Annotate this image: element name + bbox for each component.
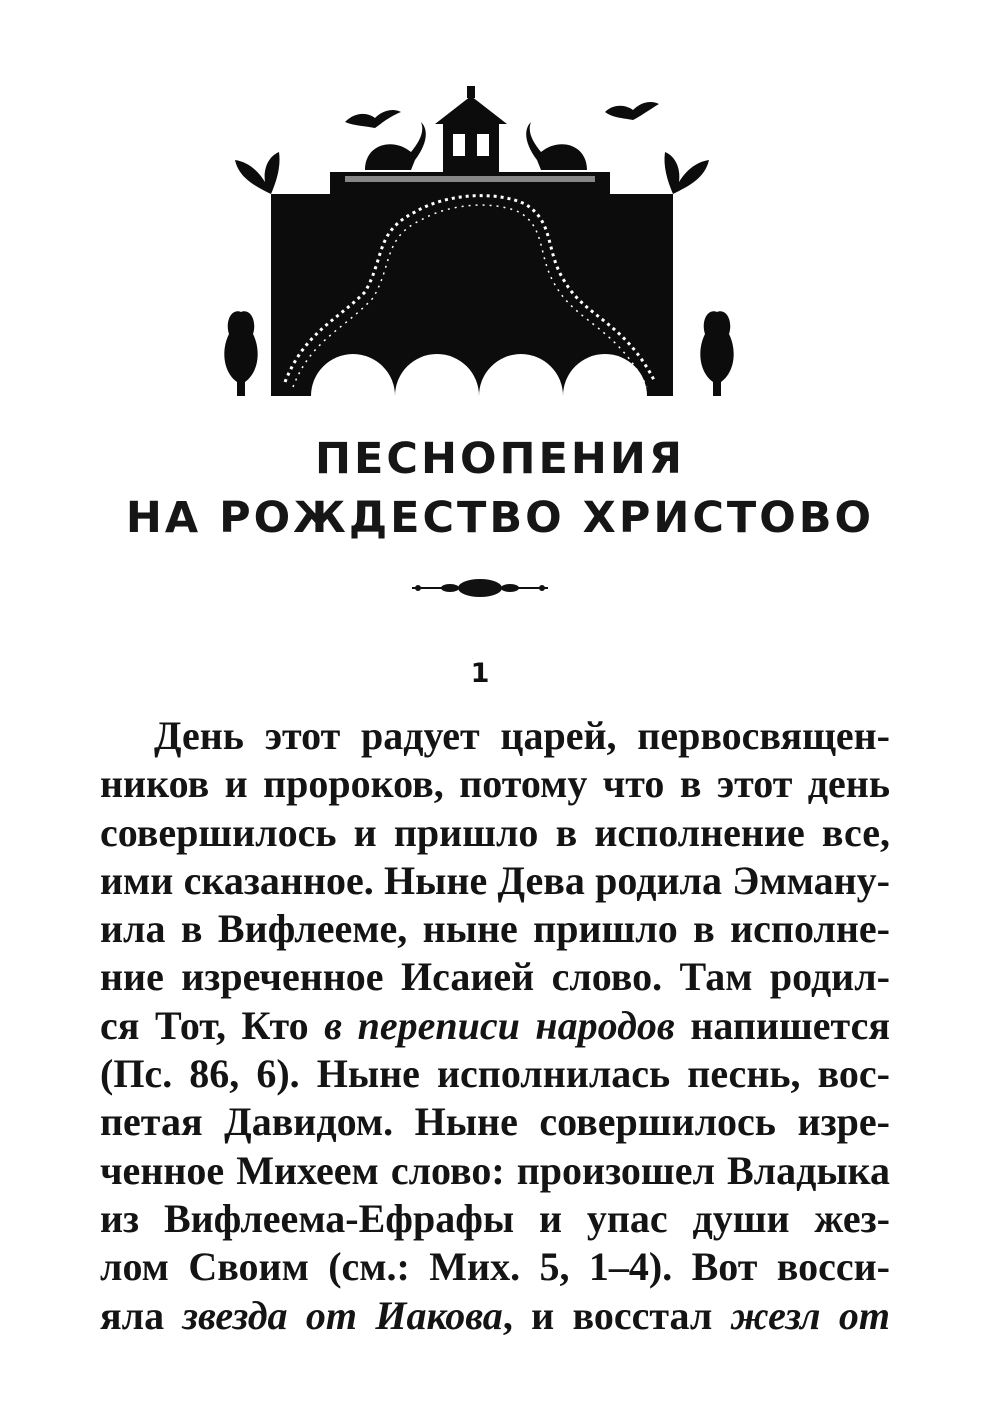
text-line	[100, 1292, 890, 1340]
text-line: ила в Вифлееме, ныне пришло в исполне-	[100, 906, 890, 952]
italic-citation: в переписи народов	[324, 1002, 675, 1048]
page-title-line-1: ПЕСНОПЕНИЯ	[315, 434, 685, 484]
ornament-divider-icon	[410, 575, 550, 601]
text-segment: ся Тот, Кто	[100, 1002, 325, 1048]
italic-citation: жезл от	[730, 1292, 890, 1338]
text-line: (Пс. 86, 6). Ныне исполнилась песнь, вос-	[100, 1051, 890, 1097]
text-line: из Вифлеема-Ефрафы и упас души жез-	[100, 1195, 890, 1241]
body-paragraph	[100, 712, 890, 1340]
text-line: совершилось и пришло в исполнение все,	[100, 809, 890, 855]
text-line: петая Давидом. Ныне совершилось изре-	[100, 1099, 890, 1145]
text-line: ченное Михеем слово: произошел Владыка	[100, 1147, 890, 1193]
church-illustration	[215, 82, 735, 402]
text-segment: яла	[100, 1292, 183, 1338]
text-segment: , и восстал	[502, 1292, 731, 1338]
text-line: лом Своим (см.: Мих. 5, 1–4). Вот восси-	[100, 1244, 890, 1290]
text-line: ников и пророков, потому что в этот день	[100, 761, 890, 807]
text-segment: напишется	[674, 1002, 890, 1048]
page-title-line-2: НА РОЖДЕСТВО ХРИСТОВО	[125, 493, 875, 543]
text-line	[100, 1002, 890, 1050]
text-line: День этот радует царей, первосвящен-	[154, 713, 890, 758]
italic-citation: звезда от Иакова	[182, 1292, 503, 1338]
section-number: 1	[470, 658, 490, 689]
text-line: ние изреченное Исаией слово. Там родил-	[100, 954, 890, 1000]
text-line: ими сказанное. Ныне Дева родила Эмману-	[100, 857, 890, 903]
